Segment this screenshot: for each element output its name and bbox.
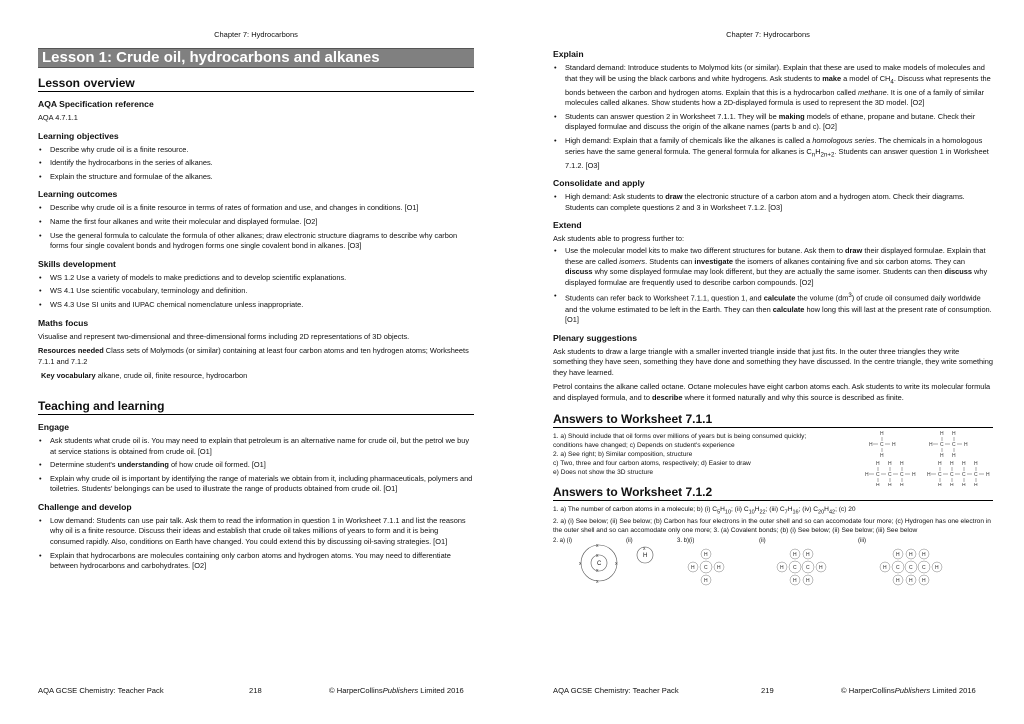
- engage-heading: Engage: [38, 421, 70, 432]
- page-number: 218: [249, 686, 262, 695]
- atom-symbol: C: [974, 471, 978, 478]
- atom-symbol: H: [793, 551, 797, 558]
- plenary-text-2: [553, 382, 993, 403]
- text: H: [754, 505, 760, 513]
- atom-symbol: H: [888, 482, 892, 486]
- atom-symbol: H: [940, 430, 944, 437]
- text-bold: make: [822, 73, 842, 83]
- extend-intro: Ask students able to progress further to:: [553, 234, 685, 244]
- text: . It is one of a family of similar molecules called alkanes. Show students how a 2D-displayed formula is used to represent the 3D model. [O2]: [565, 87, 985, 108]
- atom-symbol: H: [806, 551, 810, 558]
- atom-label: H: [643, 552, 648, 559]
- atom-symbol: H: [912, 471, 916, 478]
- atom-symbol: C: [950, 471, 954, 478]
- atom-symbol: C: [876, 471, 880, 478]
- svg-text:x: x: [643, 545, 646, 552]
- objectives-heading: Learning objectives: [38, 130, 119, 141]
- superscript: 3: [848, 292, 852, 300]
- text-italic: Publishers: [382, 686, 419, 695]
- atom-symbol: C: [922, 564, 926, 571]
- atom-symbol: H: [896, 551, 900, 558]
- atom-symbol: C: [900, 471, 904, 478]
- atom-symbol: H: [974, 482, 978, 486]
- atom-symbol: C: [938, 471, 942, 478]
- atom-symbol: H: [986, 471, 990, 478]
- text: Limited 2016: [418, 686, 464, 695]
- explain-heading: Explain: [553, 49, 584, 59]
- text-bold: calculate: [772, 304, 805, 314]
- atom-symbol: H: [819, 564, 823, 571]
- plenary-text-1: Ask students to draw a large triangle with a smaller inverted triangle inside that just fits. In the outer three triangles they write something they have seen, something they have done and something they have discussed. In the centre triangle, they write something they have learned.: [553, 346, 994, 377]
- text: . Students can answer question 1 in Worksheet 7.1.2. [O3]: [565, 146, 989, 170]
- atom-symbol: H: [922, 551, 926, 558]
- text: Limited 2016: [930, 686, 976, 695]
- text: © HarperCollins: [841, 686, 895, 695]
- molecule-diagrams: [688, 549, 942, 585]
- electron-diagrams: [553, 535, 993, 593]
- vocab-label: Key vocabulary: [41, 371, 96, 381]
- hydrogen-atom-diagram: [637, 546, 653, 563]
- list-item: • Describe why crude oil is a finite resource in terms of rates of formation and use, and changes in conditions. [O1]: [38, 203, 474, 214]
- subscript: 5: [717, 508, 721, 515]
- list-item: [553, 291, 993, 325]
- atom-symbol: C: [704, 564, 708, 571]
- atom-symbol: H: [888, 460, 892, 467]
- subscript: 10: [748, 508, 755, 515]
- copyright: [841, 686, 976, 695]
- text-bold: describe: [652, 393, 683, 403]
- diagram-label: (iii): [858, 537, 866, 544]
- text-bold: understanding: [117, 460, 169, 470]
- svg-text:x: x: [615, 560, 618, 567]
- atom-symbol: H: [793, 577, 797, 584]
- atom-symbol: H: [900, 482, 904, 486]
- atom-symbol: H: [704, 577, 708, 584]
- text-italic: Publishers: [894, 686, 931, 695]
- answer-line: 2. a) See right; b) Similar composition, structure: [553, 450, 693, 458]
- atom-symbol: H: [927, 471, 931, 478]
- svg-text:x: x: [596, 567, 599, 574]
- atom-symbol: H: [935, 564, 939, 571]
- atom-symbol: H: [896, 577, 900, 584]
- footer-title: AQA GCSE Chemistry: Teacher Pack: [553, 686, 679, 695]
- atom-symbol: H: [962, 460, 966, 467]
- plenary-heading: Plenary suggestions: [553, 332, 638, 343]
- text: why displayed formulae are frequently used to describe carbon compounds. [O2]: [565, 267, 988, 287]
- lesson-overview-heading: Lesson overview: [38, 75, 474, 92]
- diagram-label: (ii): [626, 537, 633, 544]
- carbon-atom-diagram: [579, 543, 618, 585]
- text-italic: methane: [857, 87, 887, 97]
- outcomes-heading: Learning outcomes: [38, 189, 118, 200]
- atom-symbol: H: [938, 482, 942, 486]
- answers-711: [553, 430, 993, 486]
- svg-text:x: x: [579, 560, 582, 567]
- atom-symbol: H: [876, 460, 880, 467]
- chapter-header: Chapter 7: Hydrocarbons: [214, 30, 298, 39]
- atom-symbol: H: [880, 452, 884, 459]
- atom-symbol: H: [974, 460, 978, 467]
- list-item: [553, 136, 993, 171]
- displayed-formulae-diagram: [865, 428, 993, 486]
- atom-symbol: C: [880, 441, 884, 448]
- text: High demand: Ask students to: [565, 192, 666, 202]
- list-item: • WS 4.1 Use scientific vocabulary, terminology and definition.: [38, 286, 474, 297]
- atom-symbol: H: [900, 460, 904, 467]
- answer-line: 1. a) Should include that oil forms over millions of years but is being consumed quickly;: [553, 432, 807, 440]
- skills-heading: Skills development: [38, 258, 116, 269]
- atom-symbol: C: [806, 564, 810, 571]
- list-item: • Low demand: Students can use pair talk. Ask them to read the information in question 1 in Worksheet 7.1.1 and list the reasons why oil is a finite resource. Discuss their ideas and establish that crude oil takes millions of years to form and it is being consumed rapidly. Also, conditions on Earth have changed. You could extend this by discussing oil-saving strategies. [O1]: [38, 516, 474, 548]
- list-item: [553, 112, 993, 133]
- text-bold: calculate: [763, 293, 796, 303]
- text: H: [720, 505, 725, 513]
- atom-symbol: H: [952, 452, 956, 459]
- atom-symbol: C: [888, 471, 892, 478]
- consolidate-heading: Consolidate and apply: [553, 178, 645, 189]
- maths-heading: Maths focus: [38, 317, 89, 328]
- atom-symbol: H: [964, 441, 968, 448]
- subscript: 7: [784, 508, 788, 515]
- answer-line: e) Does not show the 3D structure: [553, 468, 654, 476]
- outcomes-list: [38, 203, 474, 251]
- svg-text:x: x: [596, 542, 599, 549]
- text: how long this will last at the present rate of consumption. [O1]: [565, 304, 992, 325]
- text: a model of CH: [841, 73, 891, 83]
- text: where it formed naturally and why this source is described as finite.: [682, 393, 904, 403]
- answer-line: conditions have changed; c) Depends on student's experience: [553, 441, 735, 449]
- text-italic: isomers: [619, 256, 646, 266]
- atom-symbol: H: [806, 577, 810, 584]
- subscript: 16: [792, 508, 799, 515]
- answers-712-line2: 2. a) (i) See below; (ii) See below; (b) Carbon has four electrons in the outer shell and so can accomodate four more; (c) Hydrogen has one electron in the outer shell and so can accomodate only one more; 3. (a) Covalent bonds; (b) (i) See below; (ii) See below; (iii) See below: [553, 517, 991, 534]
- extend-heading: Extend: [553, 220, 582, 231]
- atom-symbol: H: [962, 482, 966, 486]
- atom-label: C: [597, 560, 602, 567]
- atom-symbol: C: [909, 564, 913, 571]
- atom-symbol: H: [938, 460, 942, 467]
- skills-list: [38, 273, 474, 311]
- answers-711-text: [553, 432, 853, 477]
- text: 1. a) The number of carbon atoms in a molecule; b) (i) C: [553, 505, 718, 513]
- list-item: • Explain that hydrocarbons are molecules containing only carbon atoms and hydrogen atoms. You may need to differentiate between hydrocarbons and carbohydrates. [O2]: [38, 551, 474, 572]
- resources-text: Class sets of Molymods (or similar) containing at least four carbon atoms and ten hydrogen atoms; Worksheets 7.1.1 and 7.1.2: [38, 346, 469, 366]
- text: models of ethane, propane and butane. Check their displayed formulae and discuss the origin of the alkane names (parts b and c). [O2]: [565, 111, 976, 132]
- text-bold: discuss: [565, 267, 593, 277]
- answers-712-heading: Answers to Worksheet 7.1.2: [553, 485, 993, 501]
- list-item: • Name the first four alkanes and write their molecular and displayed formulae. [O2]: [38, 217, 474, 228]
- atom-symbol: H: [929, 441, 933, 448]
- atom-symbol: H: [704, 551, 708, 558]
- text: the volume (dm: [795, 293, 849, 303]
- text: the electronic structure of a carbon atom and a hydrogen atom. Check their diagrams. Students can complete questions 2 and 3 in Worksheet 7.1.2. [O3]: [565, 192, 965, 212]
- text: ; (ii) C: [731, 505, 749, 513]
- atom-symbol: H: [717, 564, 721, 571]
- list-item: • Use the general formula to calculate the formula of other alkanes; draw electronic structure diagrams to describe why carbon forms four single covalent bonds and hydrogen forms one single covalent bond in alkanes. [O3]: [38, 231, 474, 252]
- text: High demand: Explain that a family of chemicals like the alkanes is called a: [565, 136, 813, 146]
- text: Students can answer question 2 in Worksheet 7.1.1. They will be: [565, 111, 779, 121]
- text: Use the molecular model kits to make two different structures for butane. Ask them to: [565, 246, 846, 256]
- vocab-text: alkane, crude oil, finite resource, hydrocarbon: [95, 371, 248, 381]
- challenge-list: [38, 516, 474, 572]
- atom-symbol: H: [691, 564, 695, 571]
- atom-symbol: C: [896, 564, 900, 571]
- svg-text:x: x: [596, 578, 599, 585]
- text: H: [824, 505, 829, 513]
- text: ; (iv) C: [798, 505, 819, 513]
- engage-list: [38, 436, 474, 495]
- text: Students can refer back to Worksheet 7.1.1, question 1, and: [565, 293, 764, 303]
- text: Standard demand: Introduce students to Molymod kits (or similar). Explain that these are used to make models of molecules and that they will be using the black carbons and white hydrogens. Ask students to: [565, 63, 985, 83]
- right-page: [512, 0, 1024, 724]
- left-content: [38, 48, 474, 576]
- list-item: • Identify the hydrocarbons in the series of alkanes.: [38, 158, 474, 169]
- text: Determine student's: [50, 460, 118, 470]
- atom-symbol: H: [940, 452, 944, 459]
- atom-symbol: H: [880, 430, 884, 437]
- text: . The chemicals in a homologous series have the same general formula. The general formula for alkanes is C: [565, 136, 983, 156]
- explain-list: [553, 63, 993, 171]
- text: why some displayed formulae may look different, but they are actually the same isomer. Students can then: [592, 267, 945, 277]
- text: of how crude oil formed. [O1]: [168, 460, 266, 470]
- atom-symbol: H: [909, 577, 913, 584]
- answers-712-line1: [553, 505, 993, 517]
- lesson-title: Lesson 1: Crude oil, hydrocarbons and alkanes: [38, 48, 474, 68]
- list-item: • Explain the structure and formulae of the alkanes.: [38, 172, 474, 183]
- resources: [38, 346, 474, 367]
- subscript: 10: [724, 508, 732, 515]
- list-item: • Describe why crude oil is a finite resource.: [38, 145, 474, 156]
- atom-symbol: H: [952, 430, 956, 437]
- list-item: [553, 192, 993, 213]
- text: their displayed formulae. Explain that these are called: [565, 246, 986, 266]
- displayed-formula-group: [865, 431, 990, 486]
- text-bold: discuss: [944, 267, 972, 277]
- text: Petrol contains the alkane called octane. Octane molecules have eight carbon atoms each. Ask students to write its molecular formula and displayed formula, and to: [553, 382, 991, 403]
- list-item: [553, 246, 993, 288]
- atom-symbol: C: [940, 441, 944, 448]
- text: the isomers of alkanes containing five and six carbon atoms. They can: [733, 256, 966, 266]
- text: ; (c) 20: [835, 505, 856, 513]
- list-item: • WS 1.2 Use a variety of models to make predictions and to develop scientific explanations.: [38, 273, 474, 284]
- text-bold: investigate: [694, 256, 734, 266]
- atom-symbol: H: [909, 551, 913, 558]
- atom-symbol: H: [950, 482, 954, 486]
- diagram-label: 2. a) (i): [553, 537, 573, 544]
- atom-symbol: H: [892, 441, 896, 448]
- atom-symbol: H: [865, 471, 869, 478]
- list-item: • WS 4.3 Use SI units and IUPAC chemical nomenclature unless inappropriate.: [38, 300, 474, 311]
- resources-label: Resources needed: [38, 346, 104, 356]
- answers-711-heading: Answers to Worksheet 7.1.1: [553, 412, 993, 428]
- list-item: • Ask students what crude oil is. You may need to explain that petroleum is an alternative name for crude oil, but the petrol we buy at service stations is obtained from crude oil. [O1]: [38, 436, 474, 457]
- atom-symbol: C: [962, 471, 966, 478]
- subscript: 4: [890, 78, 894, 86]
- spec-heading: AQA Specification reference: [38, 99, 154, 109]
- footer-title: AQA GCSE Chemistry: Teacher Pack: [38, 686, 164, 695]
- objectives-list: [38, 145, 474, 183]
- subscript: n: [811, 151, 816, 159]
- subscript: 42: [828, 508, 836, 515]
- atom-symbol: H: [922, 577, 926, 584]
- atom-symbol: C: [793, 564, 797, 571]
- diagram-label: 3. b)(i): [677, 537, 695, 544]
- text: . Students can: [645, 256, 695, 266]
- text: ) of crude oil consumed daily worldwide and the volume estimated to be left in the Earth. They can then: [565, 293, 981, 314]
- text: ; (iii) C: [765, 505, 785, 513]
- text-bold: draw: [665, 192, 683, 202]
- text-bold: draw: [845, 246, 863, 256]
- subscript: 22: [759, 508, 766, 515]
- maths-text: Visualise and represent two-dimensional and three-dimensional forms including 2D representations of 3D objects.: [38, 331, 410, 341]
- subscript: 20: [818, 508, 825, 515]
- text: © HarperCollins: [329, 686, 383, 695]
- spec-ref: AQA 4.7.1.1: [38, 113, 78, 122]
- text: H: [815, 146, 821, 156]
- extend-list: [553, 246, 993, 326]
- atom-symbol: H: [869, 441, 873, 448]
- list-item: [38, 460, 474, 471]
- atom-symbol: C: [952, 441, 956, 448]
- text-bold: making: [778, 111, 805, 121]
- subscript: 2n+2: [820, 151, 835, 159]
- chapter-header: Chapter 7: Hydrocarbons: [726, 30, 810, 39]
- list-item: • Explain why crude oil is important by identifying the range of materials we obtain from it, including pharmaceuticals, polymers and toiletries. Students' belongings can be used to illustrate the range of products obtained from crude oil. [O1]: [38, 474, 474, 495]
- atom-symbol: H: [876, 482, 880, 486]
- diagram-label: (ii): [759, 537, 766, 544]
- text: H: [787, 505, 793, 513]
- text: . Discuss what represents the bonds between the carbon and hydrogen atoms. Explain that this is a hydrocarbon called: [565, 73, 991, 97]
- teaching-heading: Teaching and learning: [38, 398, 474, 415]
- copyright: [329, 686, 464, 695]
- challenge-heading: Challenge and develop: [38, 501, 132, 512]
- key-vocabulary: [38, 371, 474, 382]
- atom-symbol: H: [883, 564, 887, 571]
- page-number: 219: [761, 686, 774, 695]
- svg-text:x: x: [596, 552, 599, 559]
- atom-symbol: H: [950, 460, 954, 467]
- atom-symbol: H: [780, 564, 784, 571]
- list-item: [553, 63, 993, 109]
- consolidate-list: [553, 192, 993, 213]
- answer-line: c) Two, three and four carbon atoms, respectively; d) Easier to draw: [553, 459, 751, 467]
- right-content: [553, 48, 993, 593]
- text-italic: homologous series: [812, 136, 875, 146]
